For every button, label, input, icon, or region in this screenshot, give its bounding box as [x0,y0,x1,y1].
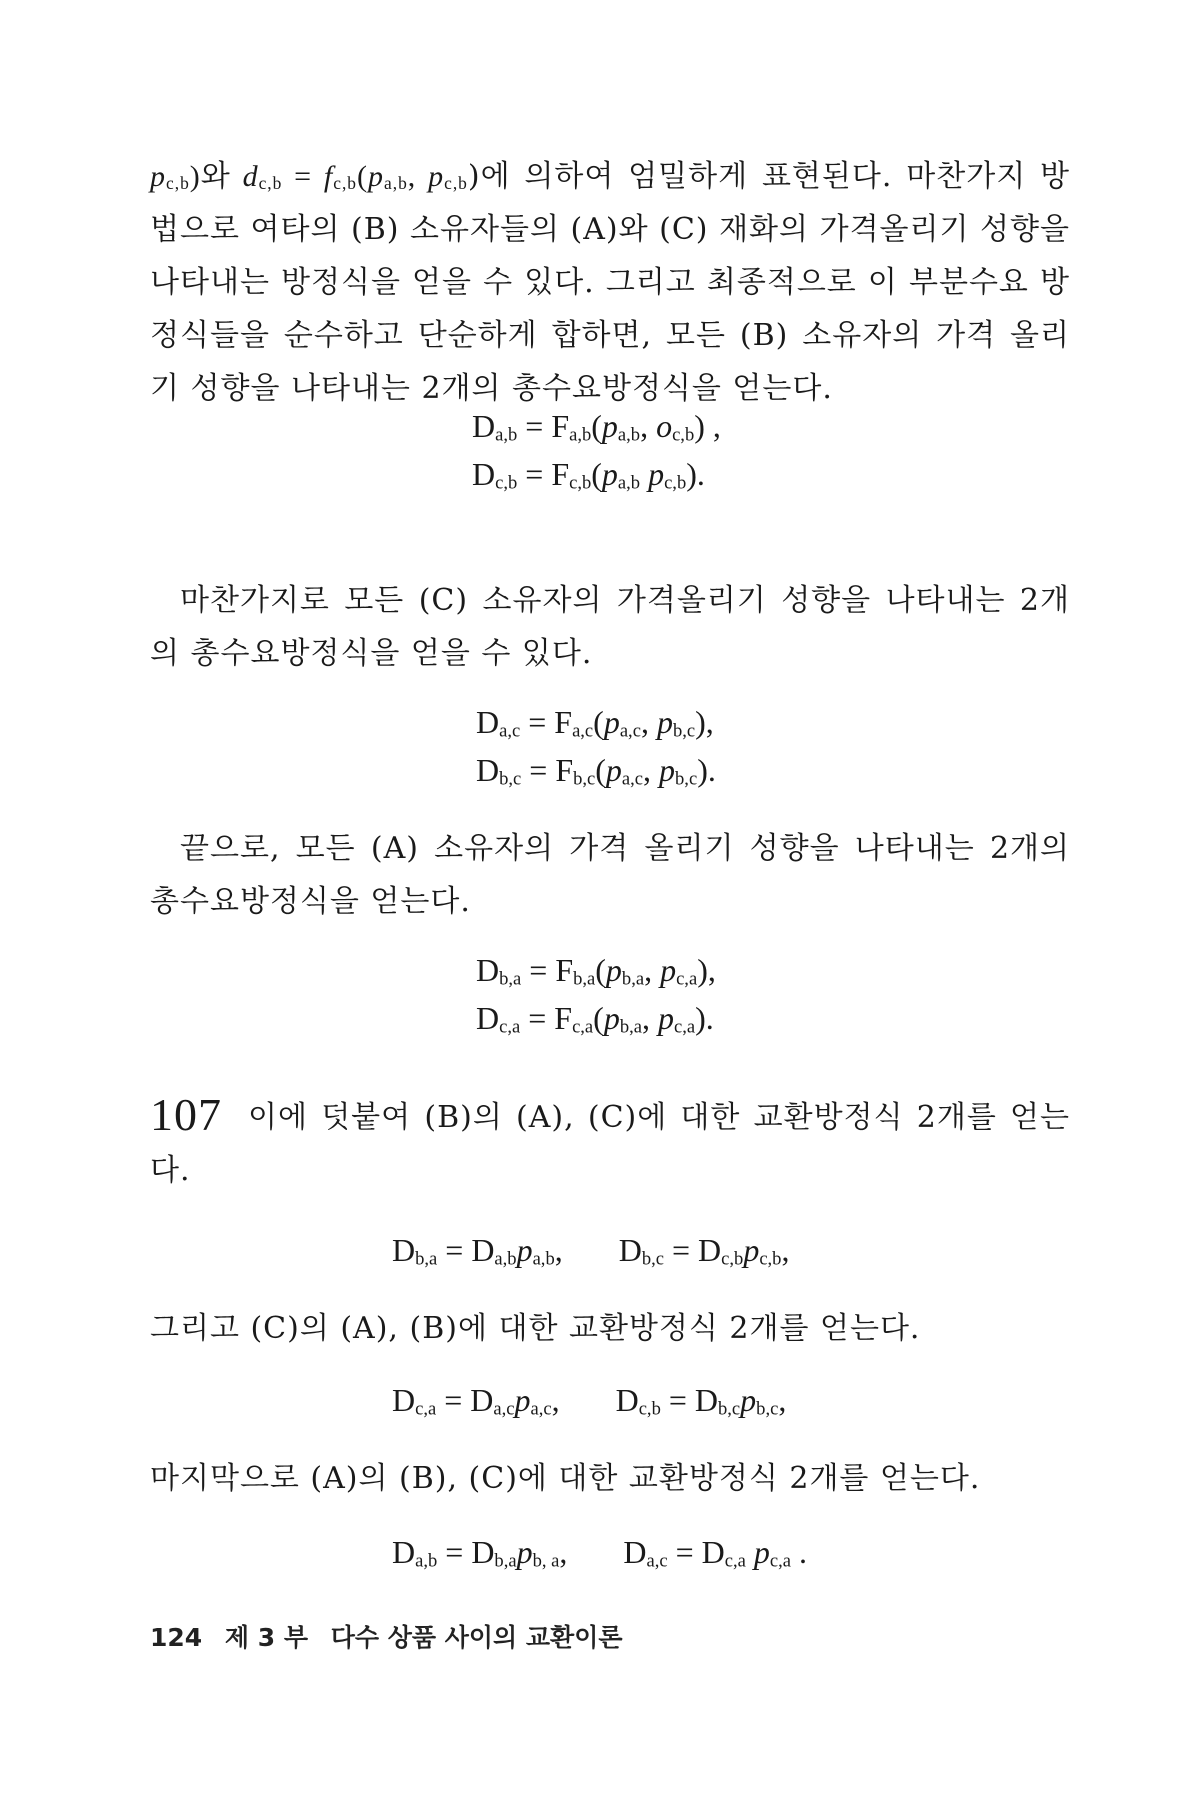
equation-group-b-owners [472,402,721,498]
paragraph-text: 이에 덧붙여 (B)의 (A), (C)에 대한 교환방정식 2개를 얻는다. [150,1100,1070,1188]
page-number: 124 [150,1623,203,1652]
equation: $D_{b,c} = F_{b,c}(p_{a,c}$, $p_{b,c}$). [476,752,716,790]
equation: $D_{a,b} = F_{a,b}(p_{a,b}$, $o_{c,b}$) , [472,408,721,446]
paragraph: 끝으로, 모든 (A) 소유자의 가격 올리기 성향을 나타내는 2개의 총수요방정식을 얻는다. [150,831,1070,919]
exchange-equations-b [392,1226,789,1274]
equation: $D_{a,c} = F_{a,c}(p_{a,c}$, $p_{b,c}$), [476,704,714,742]
inline-formula: $p_{c,b}$)와 $d_{c,b} = f_{c,b}(p_{a,b}$, $p_{c,b}$ [150,160,468,194]
equation: $D_{b,a} = D_{a,b}p_{a,b}$, $D_{b,c} = D_{c,b}p_{c,b}$, [392,1232,790,1270]
exchange-equations-c [392,1376,786,1424]
section-paragraph [150,1088,1070,1197]
paragraph-text: )에 의하여 엄밀하게 표현된다. 마찬가지 방법으로 여타의 (B) 소유자들의 (A)와 (C) 재화의 가격올리기 성향을 나타내는 방정식을 얻을 수 있다. 그리고 최종적으로 이 부분수요 방정식들을 순수하고 단순하게 합하면, 모든 (B) 소유자의 가격 올리기 성향을 나타내는 2개의 총수요방정식을 얻는다. [150,159,1071,406]
equation: $D_{b,a} = F_{b,a}(p_{b,a}$, $p_{c,a}$), [476,952,716,990]
equation: $D_{c,a} = F_{c,a}(p_{b,a}$, $p_{c,a}$). [476,1000,714,1038]
part-label: 제 3 부 [224,1623,309,1652]
section-number: 107 [150,1089,222,1140]
chapter-title: 다수 상품 사이의 교환이론 [330,1623,623,1652]
paragraph: 그리고 (C)의 (A), (B)에 대한 교환방정식 2개를 얻는다. [150,1311,921,1346]
equation: $D_{c,b} = F_{c,b}(p_{a,b}$ $p_{c,b}$). [472,456,705,494]
paragraph: 마찬가지로 모든 (C) 소유자의 가격올리기 성향을 나타내는 2개의 총수요방정식을 얻을 수 있다. [150,583,1070,671]
page-footer [150,1618,637,1654]
equation-group-c-owners [476,698,716,794]
equation-group-a-owners [476,946,716,1042]
equation: $D_{a,b} = D_{b,a}p_{b, a}$, $D_{a,c} = D_{c,a}$ $p_{c,a}$ . [392,1534,807,1572]
paragraph-continuation [150,150,1070,415]
paragraph: 마지막으로 (A)의 (B), (C)에 대한 교환방정식 2개를 얻는다. [150,1461,981,1496]
exchange-equations-a [392,1528,807,1576]
equation: $D_{c,a} = D_{a,c}p_{a,c}$, $D_{c,b} = D_{b,c}p_{b,c}$, [392,1382,787,1420]
